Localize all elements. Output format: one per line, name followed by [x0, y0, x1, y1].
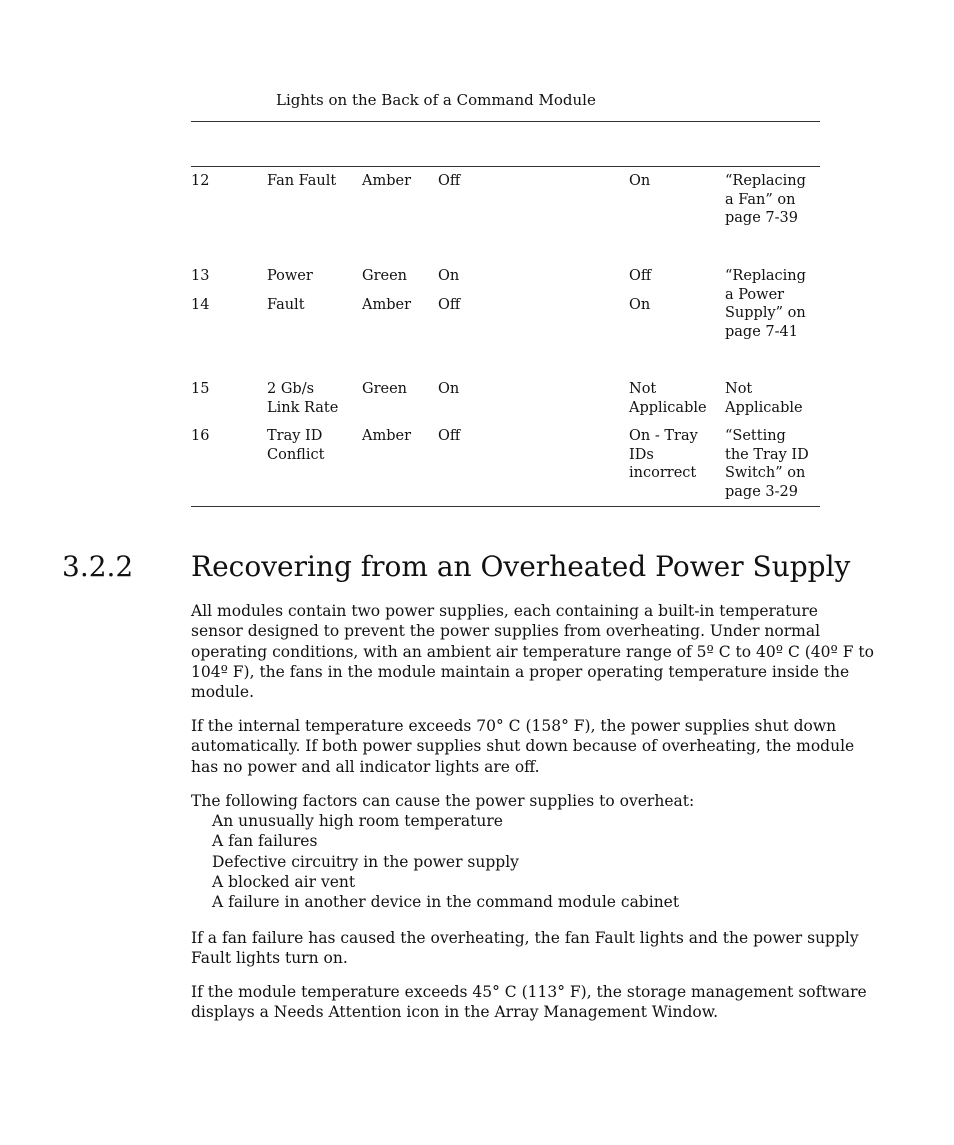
problem-status: Off — [629, 268, 652, 284]
paragraph-intro: All modules contain two power supplies, each containing a built-in temperature sensor designed to prevent the power supplies from overheating. Under normal operating conditions, with an ambient air temperature range of 5º C to 40º C (40º F to 104º F), the fans in the module maintain a proper operating temperature inside the module. — [191, 602, 874, 702]
normal-status: Off — [438, 173, 461, 189]
reference: “Setting the Tray ID Switch” on page 3-29 — [725, 428, 809, 500]
problem-status: On - Tray IDs incorrect — [629, 428, 698, 481]
paragraph-shutdown: If the internal temperature exceeds 70° C (158° F), the power supplies shut down automatically. If both power supplies shut down because of overheating, the module has no power and all indicator lights are off. — [191, 717, 855, 776]
list-item: A blocked air vent — [212, 872, 356, 891]
header-rule — [191, 121, 820, 122]
led-number: 16 — [191, 428, 210, 444]
led-name: 2 Gb/s Link Rate — [267, 381, 339, 416]
reference: Not Applicable — [725, 381, 803, 416]
normal-status: Off — [438, 297, 461, 313]
normal-status: On — [438, 381, 460, 397]
reference: “Replacing a Power Supply” on page 7-41 — [725, 268, 806, 340]
problem-status: Not Applicable — [629, 381, 707, 416]
led-number: 15 — [191, 381, 210, 397]
list-item: A failure in another device in the command module cabinet — [212, 893, 680, 912]
section-title: Recovering from an Overheated Power Supply — [191, 550, 851, 583]
paragraph-needs-attention: If the module temperature exceeds 45° C (113° F), the storage management software displays a Needs Attention icon in the Array Management Window. — [191, 983, 867, 1022]
normal-status: On — [438, 268, 460, 284]
paragraph-factors-intro: The following factors can cause the power supplies to overheat: — [191, 792, 695, 810]
section-number: 3.2.2 — [62, 550, 134, 583]
table-bottom-rule — [191, 506, 820, 507]
list-item: An unusually high room temperature — [212, 812, 503, 830]
led-color: Amber — [362, 428, 412, 444]
normal-status: Off — [438, 428, 461, 444]
running-header: Lights on the Back of a Command Module — [276, 91, 596, 109]
led-name: Fan Fault — [267, 173, 337, 189]
problem-status: On — [629, 173, 651, 189]
led-name: Power — [267, 268, 313, 284]
table-top-rule — [191, 166, 820, 167]
led-number: 13 — [191, 268, 210, 284]
problem-status: On — [629, 297, 651, 313]
led-color: Amber — [362, 173, 412, 189]
reference: “Replacing a Fan” on page 7-39 — [725, 173, 806, 226]
led-name: Tray ID Conflict — [267, 428, 325, 463]
led-color: Amber — [362, 297, 412, 313]
led-name: Fault — [267, 297, 305, 313]
led-number: 14 — [191, 297, 210, 313]
paragraph-fan-failure: If a fan failure has caused the overheating, the fan Fault lights and the power supply Fault lights turn on. — [191, 929, 859, 968]
led-number: 12 — [191, 173, 210, 189]
led-color: Green — [362, 381, 408, 397]
overheat-factors-list — [212, 811, 679, 912]
list-item: A fan failures — [212, 832, 318, 851]
led-color: Green — [362, 268, 408, 284]
list-item: Defective circuitry in the power supply — [212, 852, 519, 871]
